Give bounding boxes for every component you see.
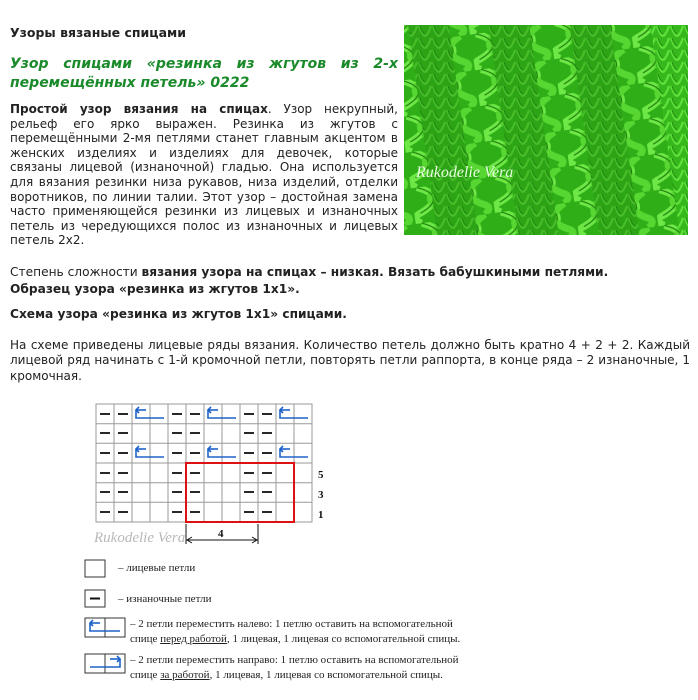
legend-cable-right-line1: – 2 петли переместить направо: 1 петлю оставить на вспомогательной	[130, 654, 459, 666]
legend-purl: – изнаночные петли	[118, 593, 212, 605]
row-number-5: 5	[318, 469, 324, 481]
legend-cable-left	[130, 617, 530, 647]
legend-cable-left-a: спице	[130, 633, 161, 645]
row-number-3: 3	[318, 489, 324, 501]
page-title: Узор спицами «резинка из жгутов из 2-х перемещённых петель» 0222	[10, 56, 398, 91]
difficulty-prefix: Степень сложности	[10, 265, 142, 279]
legend-cable-right-underlined: за работой	[160, 669, 210, 681]
legend-cable-right-a: спице	[130, 669, 161, 681]
chart-watermark: Rukodelie Vera	[94, 530, 186, 546]
repeat-width-label: 4	[218, 528, 224, 540]
legend-cable-right	[130, 653, 530, 683]
cable-right-symbol-icon	[84, 653, 128, 675]
scheme-title: Схема узора «резинка из жгутов 1х1» спицами.	[10, 307, 347, 321]
purl-symbol-icon	[84, 589, 108, 609]
row-number-1: 1	[318, 509, 324, 521]
difficulty-bold-1: вязания узора на спицах – низкая. Вязать бабушкиными петлями.	[141, 265, 609, 279]
legend-cable-left-b: , 1 лицевая, 1 лицевая со вспомогательной спицы.	[226, 633, 461, 645]
knitting-chart	[74, 394, 324, 558]
legend-cable-left-line1: – 2 петли переместить налево: 1 петлю оставить на вспомогательной	[130, 618, 453, 630]
knitting-photo-svg	[404, 25, 688, 235]
knit-symbol-icon	[84, 559, 108, 579]
breadcrumb[interactable]: Узоры вязаные спицами	[10, 25, 186, 40]
knitting-chart-svg	[74, 394, 324, 554]
difficulty-text	[10, 264, 690, 298]
cable-left-symbol-icon	[84, 617, 128, 639]
intro-text: . Узор некрупный, рельеф его ярко выражен. Резинка из жгутов с перемещёнными 2-мя петлями станет главным акцентом в женских изделиях и изделиях для девочек, которые связаны лицевой (изнаночной) гладью. Она используется для вязания резинки низа рукавов, низа изделий, отделки воротников, по линии талии. Этот узор – достойная замена часто применяющейся резинки из лицевых и изнаночных петель из чередующихся полос из изнаночных и лицевых петель 2х2.	[10, 102, 398, 248]
legend-knit: – лицевые петли	[118, 562, 196, 574]
intro-lead: Простой узор вязания на спицах	[10, 102, 268, 116]
photo-watermark: Rukodelie Vera	[416, 164, 514, 181]
difficulty-bold-2: Образец узора «резинка из жгутов 1х1».	[10, 282, 300, 296]
scheme-description: На схеме приведены лицевые ряды вязания. Количество петель должно быть кратно 4 + 2 + 2. Каждый лицевой ряд начинать с 1-й кромочной петли, повторять петли раппорта, в конце ряда – 2 изнаночные, 1 кромочная.	[10, 338, 690, 383]
knitting-photo	[404, 25, 688, 235]
legend-cable-left-underlined: перед работой	[160, 633, 227, 645]
legend-cable-right-b: , 1 лицевая, 1 лицевая со вспомогательной спицы.	[209, 669, 443, 681]
intro-paragraph	[10, 102, 398, 248]
